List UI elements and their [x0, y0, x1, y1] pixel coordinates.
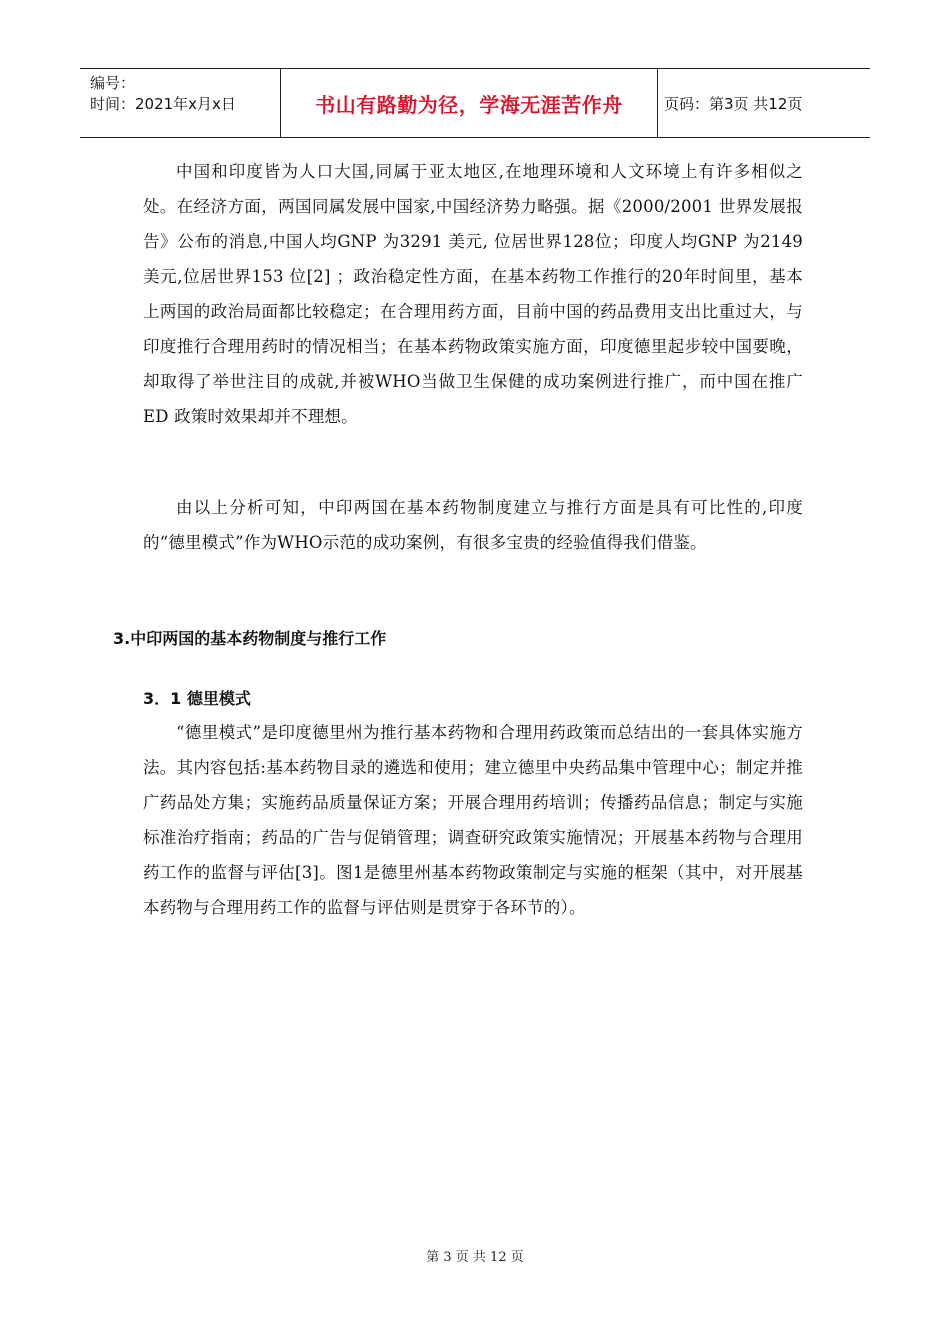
paragraph-comparison: 中国和印度皆为人口大国,同属于亚太地区,在地理环境和人文环境上有许多相似之处。在经济方面，两国同属发展中国家,中国经济势力略强。据《2000/2001 世界发展报告》公布的消息,中国人均GNP 为3291 美元, 位居世界128位；印度人均GNP 为2149 美元,位居世界153 位[2] ；政治稳定性方面，在基本药物工作推行的20年时间里，基本上两国的政治局面都比较稳定；在合理用药方面，目前中国的药品费用支出比重过大，与印度推行合理用药时的情况相当；在基本药物政策实施方面，印度德里起步较中国要晚，却取得了举世注目的成就,并被WHO当做卫生保健的成功案例进行推广，而中国在推广ED 政策时效果却并不理想。	[143, 162, 803, 426]
paragraph-delhi-model: “德里模式”是印度德里州为推行基本药物和合理用药政策而总结出的一套具体实施方法。其内容包括:基本药物目录的遴选和使用；建立德里中央药品集中管理中心；制定并推广药品处方集；实施药品质量保证方案；开展合理用药培训；传播药品信息；制定与实施标准治疗指南；药品的广告与促销管理；调查研究政策实施情况；开展基本药物与合理用药工作的监督与评估[3]。图1是德里州基本药物政策制定与实施的框架（其中，对开展基本药物与合理用药工作的监督与评估则是贯穿于各环节的）。	[143, 723, 803, 917]
header-meta	[80, 69, 280, 137]
page-footer: 第 3 页 共 12 页	[426, 1250, 524, 1265]
paragraph-conclusion: 由以上分析可知，中印两国在基本药物制度建立与推行方面是具有可比性的,印度的“德里模式”作为WHO示范的成功案例，有很多宝贵的经验值得我们借鉴。	[143, 498, 803, 552]
document-header	[80, 68, 870, 138]
header-page-info: 页码：第3页 共12页	[664, 94, 803, 113]
document-date-label: 时间：2021年x月x日	[90, 95, 236, 113]
section-heading: 3.中印两国的基本药物制度与推行工作	[113, 629, 387, 648]
header-motto: 书山有路勤为径，学海无涯苦作舟	[280, 69, 658, 137]
document-number-label: 编号：	[90, 74, 136, 92]
subsection-heading: 3．1 德里模式	[143, 689, 251, 708]
